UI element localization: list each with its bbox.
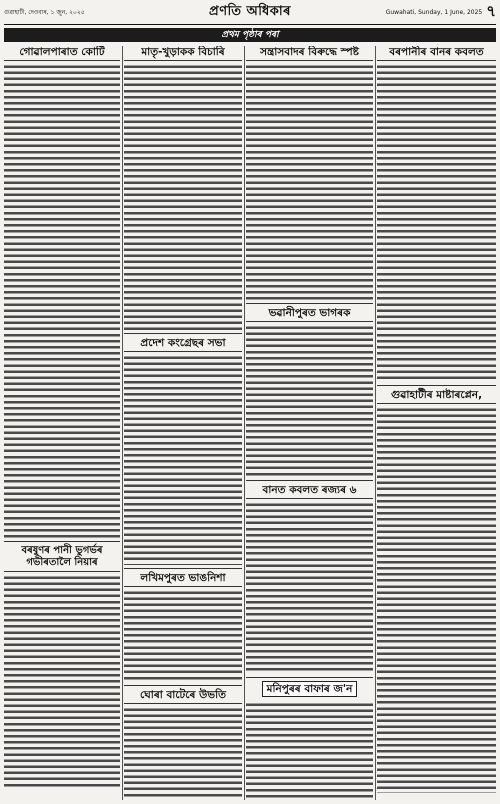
article-body-col2-b bbox=[124, 355, 242, 565]
headline-col3-a: সন্ত্ৰাসবাদৰ বিৰুদ্ধে স্পষ্ট bbox=[246, 46, 373, 61]
article-body-col4-a bbox=[377, 64, 496, 382]
headline-col2-a: মাতৃ-খুড়াকক বিচাৰি bbox=[124, 46, 242, 61]
article-body-col4-b bbox=[377, 407, 496, 793]
article-grid bbox=[4, 46, 496, 800]
article-body-col3-c bbox=[246, 502, 373, 674]
section-banner: প্ৰথম পৃষ্ঠাৰ পৰা bbox=[4, 28, 496, 42]
article-body-col3-b bbox=[246, 325, 373, 477]
column-1 bbox=[4, 46, 120, 800]
header-date-left: গুৱাহাটী, দেওবাৰ, ১ জুন, ২০২৫ bbox=[4, 8, 85, 16]
column-4 bbox=[377, 46, 496, 800]
article-body-col2-d bbox=[124, 707, 242, 797]
headline-col3-d: মনিপুৰৰ বাফাৰ জ'ন bbox=[262, 681, 358, 697]
headline-col3-c: বানত কবলত ৰজ্যৰ ৬ bbox=[246, 484, 373, 499]
header-date-right: Guwahati, Sunday, 1 June, 2025 bbox=[385, 8, 483, 16]
headline-col2-d: ঘোৰা বাটেৰে উভতি bbox=[124, 689, 242, 704]
headline-col4-b: গুৱাহাটীৰ মাষ্টাৰপ্লেন, bbox=[377, 389, 496, 404]
headline-col1-b: বৰষুণৰ পানী ভুগৰ্ভৰ গভীৰতালৈ নিয়াৰ bbox=[4, 545, 120, 572]
article-body-col2-c bbox=[124, 590, 242, 682]
masthead: প্ৰণতি অধিকাৰ bbox=[208, 3, 291, 19]
page-header bbox=[4, 0, 496, 25]
column-3 bbox=[246, 46, 373, 800]
article-body-col1-b bbox=[4, 575, 120, 787]
headline-col2-c: লখিমপুৰত ভাঙনিশা bbox=[124, 572, 242, 587]
article-body-col2-a bbox=[124, 64, 242, 330]
article-body-col3-a bbox=[246, 64, 373, 300]
article-body-col1-a bbox=[4, 64, 120, 538]
headline-col4-a: বৰপানীৰ বানৰ কবলত bbox=[377, 46, 496, 61]
article-body-col3-d bbox=[246, 702, 373, 800]
headline-col3-d-wrap bbox=[246, 681, 373, 699]
page-number: ৭ bbox=[486, 1, 496, 20]
headline-col1-a: গোৱালপাৰাত কোটি bbox=[4, 46, 120, 61]
headline-col2-b: প্ৰদেশ কংগ্ৰেছৰ সভা bbox=[124, 337, 242, 352]
column-2 bbox=[124, 46, 242, 800]
headline-col3-b: ভৱানীপুৰত ভাগৰক bbox=[246, 307, 373, 322]
